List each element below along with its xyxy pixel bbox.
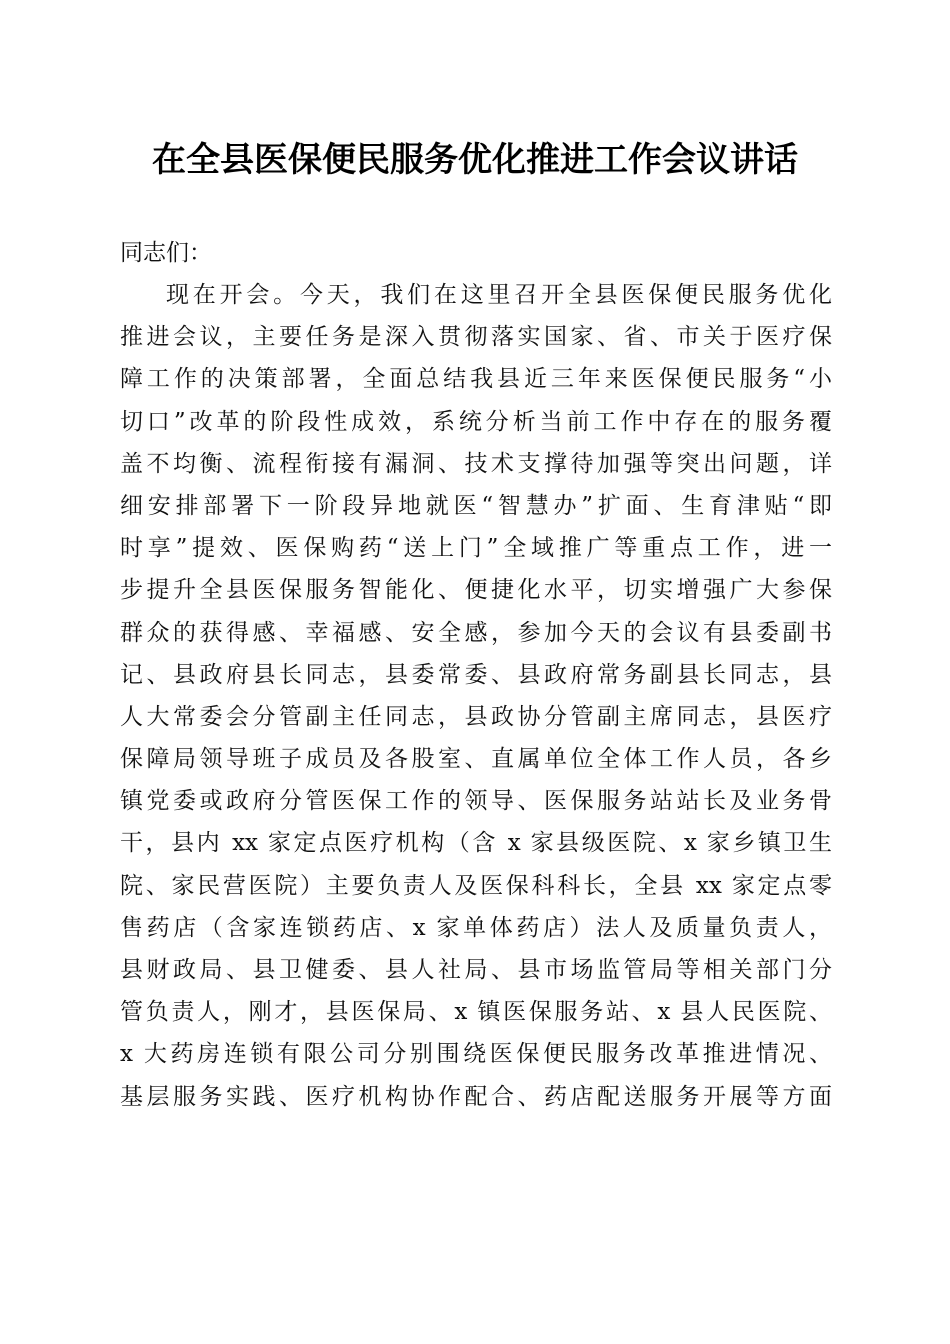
greeting: 同志们： <box>120 240 212 266</box>
paragraph-line: 院、家民营医院）主要负责人及医保科科长，全县 xx 家定点零 <box>120 872 832 899</box>
speech-paragraph <box>120 274 832 1118</box>
paragraph-line: 镇党委或政府分管医保工作的领导、医保服务站站长及业务骨 <box>120 788 832 815</box>
paragraph-line: 切口”改革的阶段性成效，系统分析当前工作中存在的服务覆 <box>120 408 832 435</box>
paragraph-line: 记、县政府县长同志，县委常委、县政府常务副县长同志，县 <box>120 661 832 688</box>
paragraph-line: 时享”提效、医保购药“送上门”全域推广等重点工作，进一 <box>120 535 832 562</box>
paragraph-line: 现在开会。今天，我们在这里召开全县医保便民服务优化 <box>166 282 832 308</box>
paragraph-line: 基层服务实践、医疗机构协作配合、药店配送服务开展等方面 <box>120 1083 832 1110</box>
paragraph-line: 县财政局、县卫健委、县人社局、县市场监管局等相关部门分 <box>120 957 832 983</box>
paragraph-line: 保障局领导班子成员及各股室、直属单位全体工作人员，各乡 <box>120 746 832 773</box>
paragraph-line: 人大常委会分管副主任同志，县政协分管副主席同志，县医疗 <box>120 703 832 730</box>
paragraph-line: 盖不均衡、流程衔接有漏洞、技术支撑待加强等突出问题，详 <box>120 450 832 477</box>
paragraph-line: 售药店（含家连锁药店、x 家单体药店）法人及质量负责人， <box>120 914 832 941</box>
page-title: 在全县医保便民服务优化推进工作会议讲话 <box>152 140 798 180</box>
paragraph-line: 细安排部署下一阶段异地就医“智慧办”扩面、生育津贴“即 <box>120 492 832 519</box>
document-body <box>120 232 832 1118</box>
paragraph-line: 群众的获得感、幸福感、安全感，参加今天的会议有县委副书 <box>120 619 832 646</box>
paragraph-line: 步提升全县医保服务智能化、便捷化水平，切实增强广大参保 <box>120 577 832 604</box>
paragraph-line: 干，县内 xx 家定点医疗机构（含 x 家县级医院、x 家乡镇卫生 <box>120 830 832 857</box>
paragraph-line: 障工作的决策部署，全面总结我县近三年来医保便民服务“小 <box>120 366 832 393</box>
paragraph-line: 管负责人，刚才，县医保局、x 镇医保服务站、x 县人民医院、 <box>120 999 832 1026</box>
paragraph-line: 推进会议，主要任务是深入贯彻落实国家、省、市关于医疗保 <box>120 324 832 351</box>
paragraph-line: x 大药房连锁有限公司分别围绕医保便民服务改革推进情况、 <box>120 1041 832 1068</box>
